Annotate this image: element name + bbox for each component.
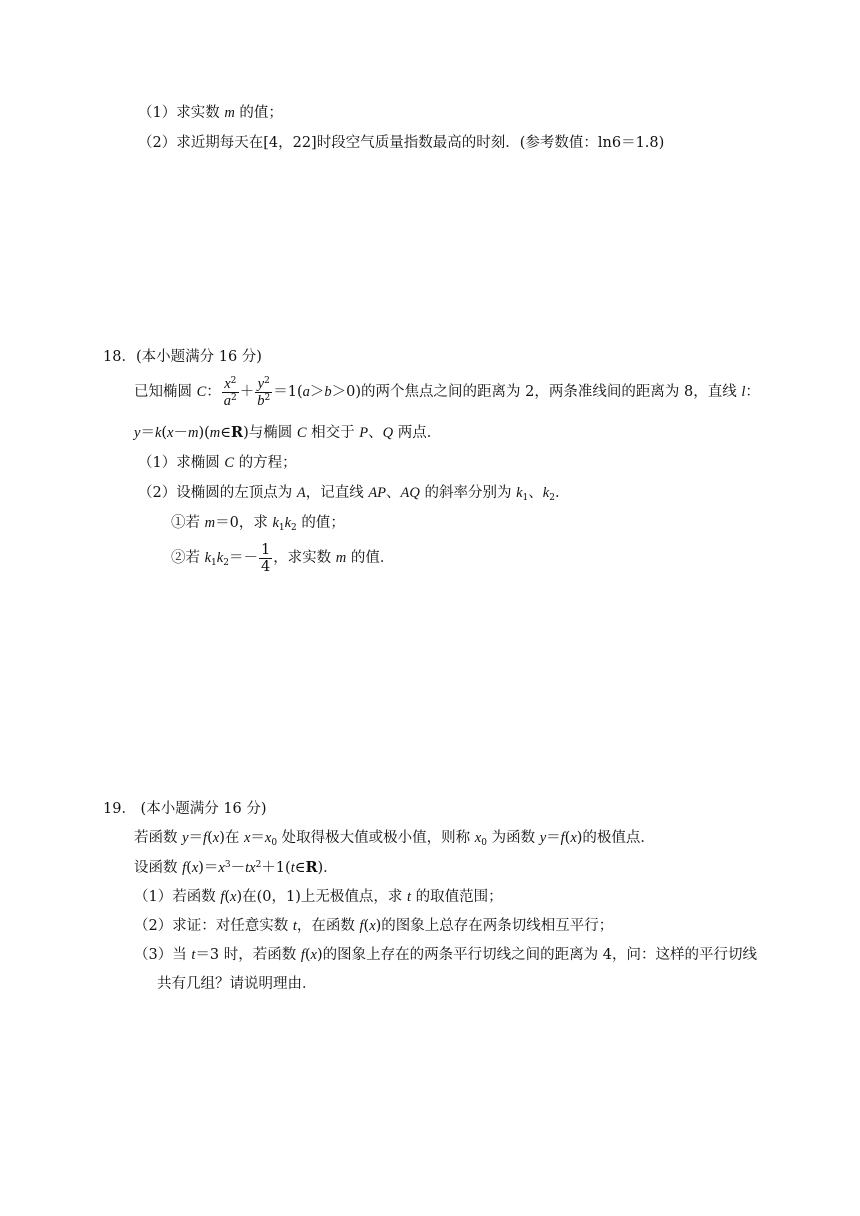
q19-function-definition: 设函数 $f(x)=x^3-tx^2+1(t\in R)$． [134, 859, 338, 876]
q18-subpart2: ②若 $k_1k_2=-$ $\frac{1}{4}$ ，求实数 m 的值． [171, 541, 395, 575]
q19-part1: （1）若函数 f(x)在(0，1)上无极值点，求 t 的取值范围； [134, 889, 503, 905]
fraction-y2-over-b2: $\frac{y^2}{b^2}$ [257, 375, 271, 409]
q18-stem-line1: 已知椭圆 C： $\frac{x^2}{a^2}$ ＋ $\frac{y^2}{b^2}$ ＝1(a＞b＞0)的两个焦点之间的距离为 2，两条准线间的距离为 8，直线 l： [134, 375, 760, 409]
fraction-one-quarter: $\frac{1}{4}$ [260, 541, 271, 575]
q18-subpart1: ①若 m＝0，求 $k_1k_2$ 的值； [171, 515, 345, 533]
q17-part2: （2）求近期每天在[4，22]时段空气质量指数最高的时刻．(参考数值：ln6＝1.8) [138, 135, 665, 151]
q18-part1: （1）求椭圆 C 的方程； [138, 455, 297, 471]
q17-part1: （1）求实数 m 的值； [138, 105, 283, 121]
q19-header: 19． (本小题满分 16 分) [103, 801, 267, 817]
q19-part3-line2: 共有几组？请说明理由． [157, 976, 317, 992]
q18-header: 18．(本小题满分 16 分) [103, 349, 262, 365]
q18-stem-line2: y＝k(x－m)(m∈R)与椭圆 C 相交于 P、Q 两点． [134, 424, 442, 441]
q18-part2: （2）设椭圆的左顶点为 A，记直线 AP、AQ 的斜率分别为 $k_1$、$k_2$． [138, 485, 570, 503]
q19-part3-line1: （3）当 t＝3 时，若函数 f(x)的图象上存在的两条平行切线之间的距离为 4，问：这样的平行切线 [134, 947, 757, 963]
q19-part2: （2）求证：对任意实数 t，在函数 f(x)的图象上总存在两条切线相互平行； [134, 918, 614, 934]
fraction-x2-over-a2: $\frac{x^2}{a^2}$ [223, 375, 237, 409]
q19-definition: 若函数 y＝f(x)在 $x=x_0$ 处取得极大值或极小值，则称 $x_0$ 为函数 y＝f(x)的极值点． [134, 830, 655, 848]
